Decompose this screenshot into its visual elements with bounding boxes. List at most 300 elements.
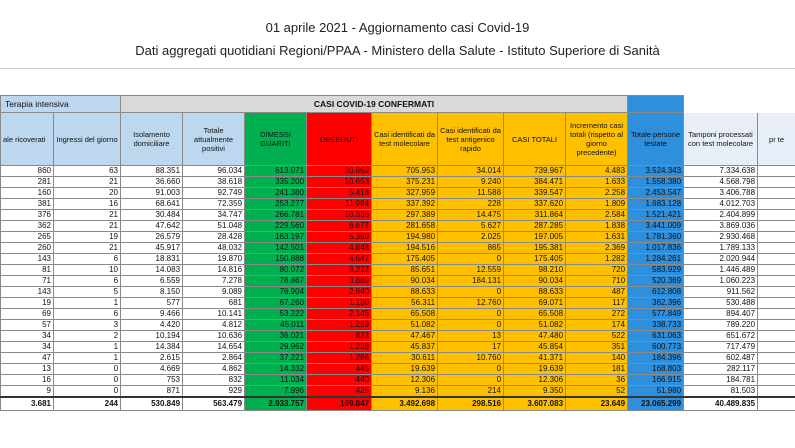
table-row	[1, 309, 795, 320]
table-cell: 30.611	[372, 353, 438, 364]
table-cell: 34	[1, 342, 54, 353]
table-cell: 0	[54, 364, 121, 375]
table-row	[1, 276, 795, 287]
table-cell: 381	[1, 199, 54, 210]
table-cell: 174	[566, 320, 628, 331]
table-cell: 21	[54, 177, 121, 188]
table-cell: 705.953	[372, 166, 438, 177]
table-cell: 11.984	[307, 199, 372, 210]
table-cell: 51.980	[628, 386, 684, 398]
table-cell: 10.194	[121, 331, 183, 342]
table-cell: 29.962	[245, 342, 307, 353]
table-cell: 1.282	[566, 254, 628, 265]
table-cell: 63	[54, 166, 121, 177]
table-cell: 12.306	[504, 375, 566, 386]
table-cell: 651.672	[684, 331, 758, 342]
table-cell: 14.384	[121, 342, 183, 353]
table-cell: 181	[566, 364, 628, 375]
table-row	[1, 232, 795, 243]
table-cell: 0	[438, 309, 504, 320]
table-cell: 30.484	[121, 210, 183, 221]
table-cell	[758, 353, 795, 364]
table-cell: 81	[1, 265, 54, 276]
group-header-row	[1, 96, 795, 113]
table-row	[1, 353, 795, 364]
table-cell: 577.849	[628, 309, 684, 320]
table-row	[1, 298, 795, 309]
table-cell: 36.660	[121, 177, 183, 188]
total-cell	[758, 397, 795, 411]
table-cell: 51.082	[504, 320, 566, 331]
terapia-intensiva-group: Terapia intensiva	[1, 96, 121, 113]
table-body	[1, 166, 795, 411]
table-cell: 45.011	[245, 320, 307, 331]
table-cell: 266.781	[245, 210, 307, 221]
table-cell: 253.277	[245, 199, 307, 210]
table-container	[0, 95, 795, 435]
table-cell: 28.428	[183, 232, 245, 243]
table-cell: 72.359	[183, 199, 245, 210]
table-cell: 78.867	[245, 276, 307, 287]
table-cell: 0	[438, 254, 504, 265]
table-row	[1, 331, 795, 342]
table-cell: 1.789.133	[684, 243, 758, 254]
table-cell: 150.888	[245, 254, 307, 265]
table-cell: 282.117	[684, 364, 758, 375]
table-cell: 10	[54, 265, 121, 276]
table-cell	[758, 210, 795, 221]
table-cell: 4.568.798	[684, 177, 758, 188]
table-cell: 160	[1, 188, 54, 199]
total-cell: 23.649	[566, 397, 628, 411]
table-cell: 6.677	[307, 221, 372, 232]
table-cell	[758, 309, 795, 320]
table-cell: 0	[438, 320, 504, 331]
total-cell: 530.849	[121, 397, 183, 411]
report-title: 01 aprile 2021 - Aggiornamento casi Covid-19	[265, 20, 530, 35]
table-cell: 327.959	[372, 188, 438, 199]
table-cell: 9.089	[183, 287, 245, 298]
table-row	[1, 287, 795, 298]
table-cell: 96.034	[183, 166, 245, 177]
table-cell	[758, 199, 795, 210]
table-row	[1, 166, 795, 177]
table-cell: 10.653	[307, 177, 372, 188]
table-cell: 335.200	[245, 177, 307, 188]
testate-group-cell	[628, 96, 684, 113]
table-cell: 0	[438, 375, 504, 386]
table-cell: 871	[121, 386, 183, 398]
table-cell: 487	[566, 287, 628, 298]
table-cell: 337.620	[504, 199, 566, 210]
table-cell: 166.915	[628, 375, 684, 386]
table-cell: 2.864	[183, 353, 245, 364]
table-cell	[758, 188, 795, 199]
table-cell: 2.453.547	[628, 188, 684, 199]
table-cell	[758, 386, 795, 398]
total-cell: 3.607.083	[504, 397, 566, 411]
col-tamponi-extra: pr te	[758, 113, 795, 166]
table-cell: 168.803	[628, 364, 684, 375]
table-row	[1, 265, 795, 276]
table-cell	[758, 276, 795, 287]
table-cell: 894.407	[684, 309, 758, 320]
table-cell: 0	[438, 364, 504, 375]
table-cell	[758, 232, 795, 243]
table-cell: 92.749	[183, 188, 245, 199]
table-cell: 20	[54, 188, 121, 199]
table-cell: 3.441.009	[628, 221, 684, 232]
table-cell: 90.034	[504, 276, 566, 287]
table-cell: 440	[307, 375, 372, 386]
table-cell: 57	[1, 320, 54, 331]
table-cell: 375.231	[372, 177, 438, 188]
table-cell: 602.487	[684, 353, 758, 364]
table-cell: 34.747	[183, 210, 245, 221]
table-cell: 0	[54, 375, 121, 386]
table-cell: 14.332	[245, 364, 307, 375]
table-cell	[758, 166, 795, 177]
table-cell: 5.627	[438, 221, 504, 232]
table-cell: 36	[566, 375, 628, 386]
table-cell: 3.406.788	[684, 188, 758, 199]
table-cell: 47.467	[372, 331, 438, 342]
table-row	[1, 221, 795, 232]
table-cell: 7.278	[183, 276, 245, 287]
table-cell: 1.631	[566, 232, 628, 243]
table-cell: 297.389	[372, 210, 438, 221]
table-cell: 10.141	[183, 309, 245, 320]
table-cell: 4.848	[307, 243, 372, 254]
table-cell: 9.136	[372, 386, 438, 398]
table-cell: 2.404.899	[684, 210, 758, 221]
table-row	[1, 210, 795, 221]
table-cell	[758, 243, 795, 254]
table-cell: 425	[307, 386, 372, 398]
table-cell: 9.350	[504, 386, 566, 398]
table-cell: 612.808	[628, 287, 684, 298]
table-cell: 21	[54, 210, 121, 221]
table-cell: 19.639	[372, 364, 438, 375]
table-cell: 832	[183, 375, 245, 386]
col-totale-positivi: Totale attualmente positivi	[183, 113, 245, 166]
table-cell: 16	[1, 375, 54, 386]
table-cell: 184.781	[684, 375, 758, 386]
table-cell: 929	[183, 386, 245, 398]
table-cell: 19	[54, 232, 121, 243]
table-cell: 163.197	[245, 232, 307, 243]
table-cell: 69.071	[504, 298, 566, 309]
table-cell: 2.145	[307, 309, 372, 320]
table-row	[1, 375, 795, 386]
table-cell: 12.760	[438, 298, 504, 309]
table-cell: 753	[121, 375, 183, 386]
table-cell: 14.816	[183, 265, 245, 276]
total-cell: 23.065.299	[628, 397, 684, 411]
table-cell: 7.996	[245, 386, 307, 398]
table-cell: 1.130	[307, 298, 372, 309]
table-cell: 9.466	[121, 309, 183, 320]
table-cell: 260	[1, 243, 54, 254]
table-cell: 51.082	[372, 320, 438, 331]
table-cell: 175.405	[372, 254, 438, 265]
table-cell: 184.131	[438, 276, 504, 287]
table-cell: 445	[307, 364, 372, 375]
table-cell: 3.524.343	[628, 166, 684, 177]
table-cell	[758, 364, 795, 375]
table-cell: 10.636	[183, 331, 245, 342]
table-cell: 228	[438, 199, 504, 210]
table-cell: 143	[1, 254, 54, 265]
table-cell: 14.083	[121, 265, 183, 276]
table-cell: 19	[1, 298, 54, 309]
table-cell: 710	[566, 276, 628, 287]
table-cell: 9.240	[438, 177, 504, 188]
table-row	[1, 254, 795, 265]
table-cell: 142.501	[245, 243, 307, 254]
table-cell: 6.559	[121, 276, 183, 287]
table-cell: 522	[566, 331, 628, 342]
table-cell: 1.446.489	[684, 265, 758, 276]
table-cell: 4.483	[566, 166, 628, 177]
table-cell: 865	[438, 243, 504, 254]
table-row	[1, 199, 795, 210]
table-cell: 10.760	[438, 353, 504, 364]
table-cell: 0	[54, 386, 121, 398]
table-cell: 1.017.836	[628, 243, 684, 254]
total-cell: 298.516	[438, 397, 504, 411]
table-cell: 1.286	[307, 353, 372, 364]
table-cell: 19.870	[183, 254, 245, 265]
table-cell: 265	[1, 232, 54, 243]
table-cell: 577	[121, 298, 183, 309]
table-cell: 2.369	[566, 243, 628, 254]
table-cell: 337.392	[372, 199, 438, 210]
table-cell: 5	[54, 287, 121, 298]
table-row	[1, 243, 795, 254]
table-cell: 681	[183, 298, 245, 309]
col-incremento: Incremento casi totali (rispetto al giorno precedente)	[566, 113, 628, 166]
table-cell: 241.380	[245, 188, 307, 199]
table-cell: 1.284.261	[628, 254, 684, 265]
table-cell: 6	[54, 309, 121, 320]
table-cell: 1	[54, 353, 121, 364]
table-cell: 717.479	[684, 342, 758, 353]
table-cell: 65.508	[504, 309, 566, 320]
table-cell: 195.381	[504, 243, 566, 254]
table-cell: 631.063	[628, 331, 684, 342]
table-cell: 860	[1, 166, 54, 177]
column-header-row	[1, 113, 795, 166]
table-cell: 4.862	[183, 364, 245, 375]
table-cell: 1.781.360	[628, 232, 684, 243]
table-cell	[758, 320, 795, 331]
table-cell: 2.020.944	[684, 254, 758, 265]
table-cell: 34.014	[438, 166, 504, 177]
table-cell: 45.917	[121, 243, 183, 254]
table-cell: 68.641	[121, 199, 183, 210]
table-cell	[758, 254, 795, 265]
table-row	[1, 188, 795, 199]
table-cell: 9	[1, 386, 54, 398]
table-cell: 34	[1, 331, 54, 342]
casi-confermati-group: CASI COVID-19 CONFERMATI	[121, 96, 628, 113]
table-cell: 47	[1, 353, 54, 364]
total-cell: 3.492.698	[372, 397, 438, 411]
table-cell: 583.929	[628, 265, 684, 276]
table-cell: 1.558.380	[628, 177, 684, 188]
table-cell: 4.647	[307, 254, 372, 265]
table-cell: 5.380	[307, 232, 372, 243]
table-cell: 88.633	[372, 287, 438, 298]
table-cell: 6	[54, 276, 121, 287]
table-cell: 4.669	[121, 364, 183, 375]
table-cell	[758, 331, 795, 342]
table-cell: 3.889	[307, 276, 372, 287]
totals-row	[1, 397, 795, 411]
table-cell: 65.508	[372, 309, 438, 320]
table-cell: 311.864	[504, 210, 566, 221]
table-cell: 81.503	[684, 386, 758, 398]
col-casi-antigenico: Casi identificati da test antigenico rapido	[438, 113, 504, 166]
table-cell: 45.854	[504, 342, 566, 353]
table-cell: 1.060.223	[684, 276, 758, 287]
table-cell: 85.651	[372, 265, 438, 276]
table-cell	[758, 221, 795, 232]
table-cell: 1.838	[566, 221, 628, 232]
table-cell: 21	[54, 221, 121, 232]
table-cell: 229.560	[245, 221, 307, 232]
table-cell: 53.222	[245, 309, 307, 320]
table-cell: 45.837	[372, 342, 438, 353]
table-cell: 19.639	[504, 364, 566, 375]
table-cell: 823	[307, 331, 372, 342]
table-cell: 4.012.703	[684, 199, 758, 210]
table-cell: 2.930.468	[684, 232, 758, 243]
table-cell: 281	[1, 177, 54, 188]
table-cell: 1	[54, 298, 121, 309]
table-cell: 3.869.036	[684, 221, 758, 232]
table-cell: 4.812	[183, 320, 245, 331]
table-cell: 98.210	[504, 265, 566, 276]
table-cell: 13	[1, 364, 54, 375]
table-cell: 194.980	[372, 232, 438, 243]
table-cell: 48.032	[183, 243, 245, 254]
table-cell: 37.221	[245, 353, 307, 364]
table-cell: 12.559	[438, 265, 504, 276]
table-cell: 76.904	[245, 287, 307, 298]
table-cell: 2.258	[566, 188, 628, 199]
table-cell: 338.733	[628, 320, 684, 331]
table-cell: 26.579	[121, 232, 183, 243]
table-cell: 143	[1, 287, 54, 298]
table-cell: 175.405	[504, 254, 566, 265]
table-cell: 12.306	[372, 375, 438, 386]
table-cell: 88.633	[504, 287, 566, 298]
table-cell: 5.418	[307, 188, 372, 199]
table-cell	[758, 298, 795, 309]
table-cell: 376	[1, 210, 54, 221]
col-tamponi-molecolare: Tamponi processati con test molecolare	[684, 113, 758, 166]
report-subtitle: Dati aggregati quotidiani Regioni/PPAA - Ministero della Salute - Istituto Superiore di Sanità	[135, 43, 660, 58]
table-cell: 10.336	[307, 210, 372, 221]
table-cell	[758, 265, 795, 276]
table-cell: 2.640	[307, 287, 372, 298]
table-cell: 362	[1, 221, 54, 232]
table-cell: 8.150	[121, 287, 183, 298]
table-cell: 1.683.128	[628, 199, 684, 210]
covid-cases-table	[0, 95, 795, 411]
table-cell: 272	[566, 309, 628, 320]
table-cell: 600.773	[628, 342, 684, 353]
table-row	[1, 386, 795, 398]
table-cell: 520.369	[628, 276, 684, 287]
table-cell: 88.351	[121, 166, 183, 177]
col-ricoverati: ale ricoverati	[1, 113, 54, 166]
table-cell: 214	[438, 386, 504, 398]
table-cell: 14.475	[438, 210, 504, 221]
table-cell	[758, 287, 795, 298]
table-cell: 1.259	[307, 320, 372, 331]
table-cell: 789.220	[684, 320, 758, 331]
table-cell: 7.334.638	[684, 166, 758, 177]
table-row	[1, 364, 795, 375]
col-casi-totali: CASI TOTALI	[504, 113, 566, 166]
table-cell: 530.488	[684, 298, 758, 309]
table-cell: 6	[54, 254, 121, 265]
header-divider	[0, 68, 795, 69]
col-dimessi-guariti: DIMESSI GUARITI	[245, 113, 307, 166]
col-casi-molecolare: Casi identificati da test molecolare	[372, 113, 438, 166]
table-cell: 18.831	[121, 254, 183, 265]
table-cell: 38.618	[183, 177, 245, 188]
table-cell: 384.471	[504, 177, 566, 188]
table-cell: 720	[566, 265, 628, 276]
table-cell: 613.071	[245, 166, 307, 177]
table-cell: 16	[54, 199, 121, 210]
total-cell: 40.489.835	[684, 397, 758, 411]
table-cell: 1.238	[307, 342, 372, 353]
table-cell: 2.025	[438, 232, 504, 243]
table-cell: 739.967	[504, 166, 566, 177]
table-cell: 67.260	[245, 298, 307, 309]
table-cell: 71	[1, 276, 54, 287]
table-cell: 194.516	[372, 243, 438, 254]
table-cell: 47.642	[121, 221, 183, 232]
table-row	[1, 342, 795, 353]
table-cell: 17	[438, 342, 504, 353]
table-cell: 362.396	[628, 298, 684, 309]
table-cell: 351	[566, 342, 628, 353]
table-cell: 21	[54, 243, 121, 254]
table-cell: 4.420	[121, 320, 183, 331]
table-cell: 287.285	[504, 221, 566, 232]
table-cell: 117	[566, 298, 628, 309]
table-cell: 184.396	[628, 353, 684, 364]
table-cell: 281.658	[372, 221, 438, 232]
table-cell: 911.562	[684, 287, 758, 298]
table-cell: 30.862	[307, 166, 372, 177]
total-cell: 563.479	[183, 397, 245, 411]
total-cell: 3.681	[1, 397, 54, 411]
table-cell: 1.809	[566, 199, 628, 210]
table-cell: 91.003	[121, 188, 183, 199]
blank-group-cell	[684, 96, 795, 113]
total-cell: 244	[54, 397, 121, 411]
table-cell: 2	[54, 331, 121, 342]
table-row	[1, 177, 795, 188]
table-cell: 80.072	[245, 265, 307, 276]
